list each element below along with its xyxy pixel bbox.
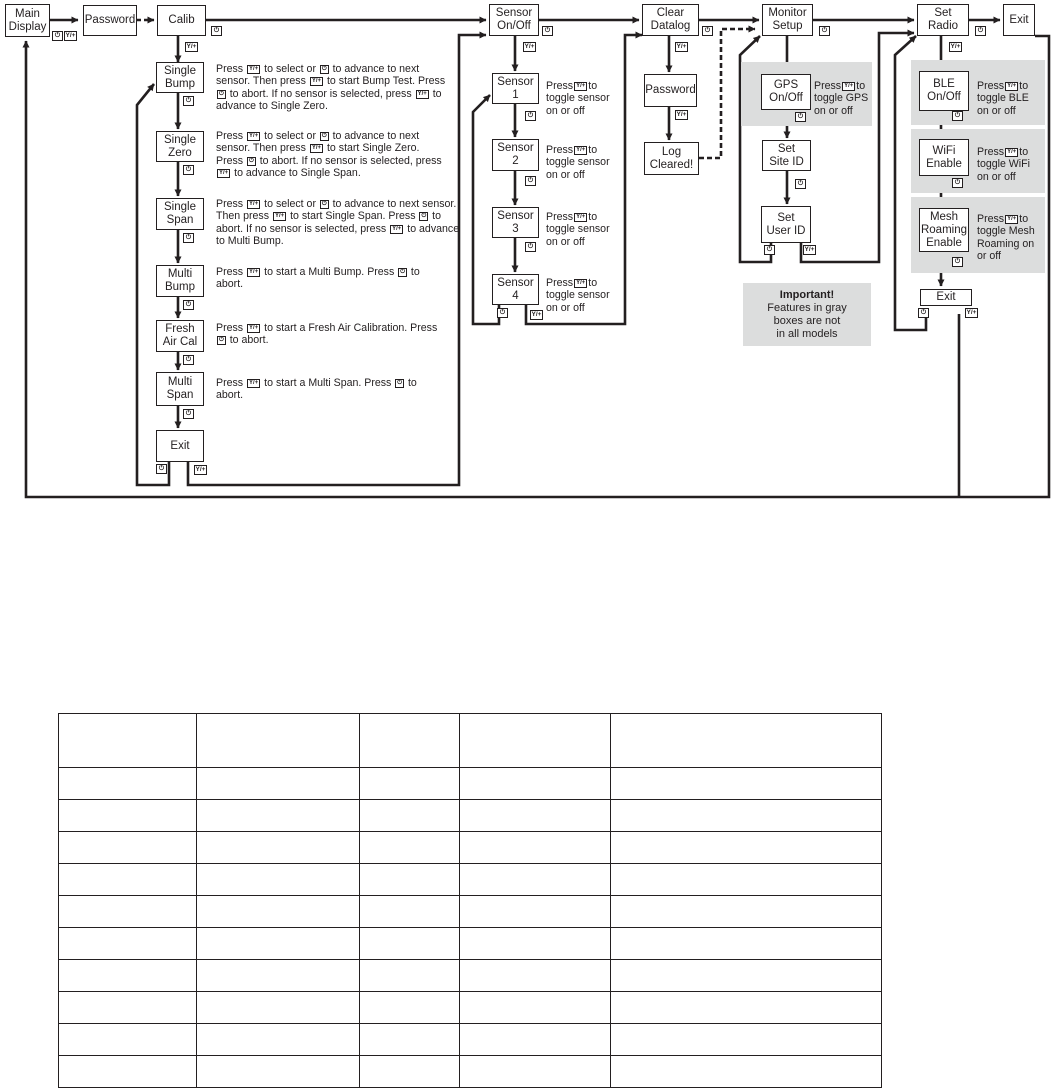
table-cell xyxy=(197,928,360,960)
monitor-setup-box[interactable]: Monitor Setup xyxy=(762,4,813,36)
table-cell xyxy=(460,1056,611,1088)
power-icon: ⏻ xyxy=(819,26,830,36)
sensor-desc-2: Press Y/+ to toggle sensor on or off xyxy=(546,144,610,181)
log-cleared-box[interactable]: Log Cleared! xyxy=(644,142,699,175)
table-cell xyxy=(197,714,360,768)
table-row xyxy=(59,928,882,960)
power-icon: ⏻ xyxy=(952,257,963,267)
yes-key-icon: Y/+ xyxy=(844,82,854,89)
table-cell xyxy=(460,896,611,928)
yes-key-icon: Y/+ xyxy=(311,145,322,152)
table-cell xyxy=(611,1056,882,1088)
calib-desc-single-bump: Press Y/+ to select or ⏻ to advance to next sensor. Then press Y/+ to start Bump Test. Press ⏻ to abort. If no sensor is selected, press Y/+ to advance to Single Zero. xyxy=(216,63,446,113)
power-icon: ⏻ xyxy=(795,179,806,189)
table-row xyxy=(59,832,882,864)
calib-item-exit[interactable]: Exit xyxy=(156,430,204,462)
yes-key-icon: Y/+ xyxy=(1007,148,1017,155)
power-icon: ⏻ xyxy=(400,268,405,275)
exit-box[interactable]: Exit xyxy=(1003,4,1035,36)
table-cell xyxy=(460,1024,611,1056)
yes-key-icon: Y/+ xyxy=(1007,215,1017,222)
power-icon: ⏻ xyxy=(183,300,194,310)
table-cell xyxy=(460,714,611,768)
yes-key-icon: Y/+ xyxy=(950,43,961,50)
table-cell xyxy=(611,864,882,896)
table-cell xyxy=(197,1056,360,1088)
yes-key-icon: Y/+ xyxy=(65,32,76,39)
power-icon: ⏻ xyxy=(321,200,327,207)
yes-key-icon: Y/+ xyxy=(249,324,259,331)
power-icon: ⏻ xyxy=(321,65,327,72)
gps-desc: Press Y/+ to toggle GPS on or off xyxy=(814,80,869,117)
yes-key-icon: Y/+ xyxy=(676,43,687,50)
calib-item-fresh-air-cal[interactable]: Fresh Air Cal xyxy=(156,320,204,352)
datalog-password-box[interactable]: Password xyxy=(644,74,697,107)
table-cell xyxy=(460,864,611,896)
power-icon: ⏻ xyxy=(183,409,194,419)
gps-onoff-box[interactable]: GPS On/Off xyxy=(761,74,811,110)
table-cell xyxy=(197,992,360,1024)
power-icon: ⏻ xyxy=(952,178,963,188)
table-cell xyxy=(611,800,882,832)
table-row xyxy=(59,864,882,896)
sensor-item-1[interactable]: Sensor 1 xyxy=(492,73,539,104)
table-row xyxy=(59,800,882,832)
yes-key-icon: Y/+ xyxy=(417,90,427,97)
yes-key-icon: Y/+ xyxy=(249,268,259,275)
power-icon: ⏻ xyxy=(183,165,194,175)
calib-item-single-span[interactable]: Single Span xyxy=(156,198,204,230)
table-cell xyxy=(59,960,197,992)
table-cell xyxy=(360,832,460,864)
power-icon: ⏻ xyxy=(52,31,63,41)
power-icon: ⏻ xyxy=(183,233,194,243)
yes-key-icon: Y/+ xyxy=(576,279,586,286)
power-icon: ⏻ xyxy=(156,464,167,474)
table-cell xyxy=(360,714,460,768)
power-icon: ⏻ xyxy=(219,90,224,97)
ble-desc: Press Y/+ to toggle BLE on or off xyxy=(977,80,1029,117)
power-icon: ⏻ xyxy=(525,176,536,186)
set-site-id-box[interactable]: Set Site ID xyxy=(762,140,811,171)
sensor-onoff-box[interactable]: Sensor On/Off xyxy=(489,4,539,36)
power-icon: ⏻ xyxy=(975,26,986,36)
power-icon: ⏻ xyxy=(183,355,194,365)
clear-datalog-box[interactable]: Clear Datalog xyxy=(642,4,699,36)
table-cell xyxy=(59,714,197,768)
table-cell xyxy=(360,1056,460,1088)
table-cell xyxy=(360,768,460,800)
power-icon: ⏻ xyxy=(397,379,403,386)
table-cell xyxy=(360,800,460,832)
table-cell xyxy=(197,864,360,896)
password-box[interactable]: Password xyxy=(83,5,137,36)
table-cell xyxy=(611,992,882,1024)
yes-key-icon: Y/+ xyxy=(804,246,815,253)
table-row xyxy=(59,768,882,800)
calib-desc-multi-span: Press Y/+ to start a Multi Span. Press ⏻ to abort. xyxy=(216,377,417,402)
table-row xyxy=(59,896,882,928)
sensor-desc-3: Press Y/+ to toggle sensor on or off xyxy=(546,211,610,248)
table-cell xyxy=(360,960,460,992)
table-row xyxy=(59,960,882,992)
table-cell xyxy=(59,768,197,800)
table-cell xyxy=(611,896,882,928)
table-cell xyxy=(197,768,360,800)
wifi-desc: Press Y/+ to toggle WiFi on or off xyxy=(977,146,1030,183)
calib-desc-single-zero: Press Y/+ to select or ⏻ to advance to next sensor. Then press Y/+ to start Single Zero. Press ⏻ to abort. If no sensor is selected, press Y/+ to advance to Single Span. xyxy=(216,130,442,180)
sensor-item-4[interactable]: Sensor 4 xyxy=(492,274,539,305)
set-user-id-box[interactable]: Set User ID xyxy=(761,206,811,243)
calib-desc-single-span: Press Y/+ to select or ⏻ to advance to next sensor. Then press Y/+ to start Single Span. Press ⏻ to abort. If no sensor is selected, press Y/+ to advance to Multi Bump. xyxy=(216,198,460,248)
power-icon: ⏻ xyxy=(219,337,224,344)
table-cell xyxy=(360,896,460,928)
table-cell xyxy=(197,832,360,864)
yes-key-icon: Y/+ xyxy=(249,65,259,72)
yes-key-icon: Y/+ xyxy=(576,213,586,220)
table-cell xyxy=(59,832,197,864)
yes-key-icon: Y/+ xyxy=(311,78,322,85)
table-cell xyxy=(611,714,882,768)
calib-box[interactable]: Calib xyxy=(157,5,206,36)
yes-key-icon: Y/+ xyxy=(219,169,229,176)
calib-item-single-bump[interactable]: Single Bump xyxy=(156,62,204,93)
calib-item-multi-bump[interactable]: Multi Bump xyxy=(156,265,204,297)
yes-key-icon: Y/+ xyxy=(576,82,586,89)
set-radio-box[interactable]: Set Radio xyxy=(917,4,969,36)
blank-table xyxy=(58,713,882,1088)
power-icon: ⏻ xyxy=(795,112,806,122)
mesh-desc: Press Y/+ to toggle Mesh Roaming on or off xyxy=(977,213,1035,263)
table-cell xyxy=(360,1024,460,1056)
calib-desc-fresh-air-cal: Press Y/+ to start a Fresh Air Calibration. Press ⏻ to abort. xyxy=(216,322,438,347)
ble-onoff-box[interactable]: BLE On/Off xyxy=(919,71,969,111)
table-cell xyxy=(360,864,460,896)
table-cell xyxy=(59,800,197,832)
main-display-box[interactable]: Main Display xyxy=(5,4,50,37)
table-cell xyxy=(59,928,197,960)
calib-item-single-zero[interactable]: Single Zero xyxy=(156,131,204,162)
table-cell xyxy=(59,864,197,896)
power-icon: ⏻ xyxy=(702,26,713,36)
table-cell xyxy=(360,928,460,960)
power-icon: ⏻ xyxy=(918,308,929,318)
table-cell xyxy=(611,832,882,864)
table-row xyxy=(59,714,882,768)
table-cell xyxy=(197,896,360,928)
yes-key-icon: Y/+ xyxy=(249,379,259,386)
power-icon: ⏻ xyxy=(525,242,536,252)
table-cell xyxy=(59,1056,197,1088)
sensor-desc-1: Press Y/+ to toggle sensor on or off xyxy=(546,80,610,117)
table-cell xyxy=(59,1024,197,1056)
mesh-roaming-box[interactable]: Mesh Roaming Enable xyxy=(919,208,969,252)
calib-item-multi-span[interactable]: Multi Span xyxy=(156,372,204,406)
table-cell xyxy=(460,928,611,960)
table-row xyxy=(59,1056,882,1088)
power-icon: ⏻ xyxy=(952,111,963,121)
power-icon: ⏻ xyxy=(321,132,327,139)
yes-key-icon: Y/+ xyxy=(576,146,586,153)
important-text: Features in gray boxes are not in all models xyxy=(767,301,847,340)
sensor-item-3[interactable]: Sensor 3 xyxy=(492,207,539,238)
table-cell xyxy=(197,800,360,832)
sensor-desc-4: Press Y/+ to toggle sensor on or off xyxy=(546,277,610,314)
radio-exit-box[interactable]: Exit xyxy=(920,289,972,306)
yes-key-icon: Y/+ xyxy=(195,466,206,473)
power-icon: ⏻ xyxy=(421,213,427,220)
calib-desc-multi-bump: Press Y/+ to start a Multi Bump. Press ⏻ to abort. xyxy=(216,266,420,291)
table-cell xyxy=(59,896,197,928)
table-row xyxy=(59,1024,882,1056)
power-icon: ⏻ xyxy=(497,308,508,318)
power-icon: ⏻ xyxy=(525,111,536,121)
power-icon: ⏻ xyxy=(211,26,222,36)
table-cell xyxy=(360,992,460,1024)
important-title: Important! xyxy=(779,288,835,301)
table-cell xyxy=(460,832,611,864)
wifi-enable-box[interactable]: WiFi Enable xyxy=(919,139,969,176)
power-icon: ⏻ xyxy=(183,96,194,106)
table-cell xyxy=(460,960,611,992)
yes-key-icon: Y/+ xyxy=(249,200,259,207)
yes-key-icon: Y/+ xyxy=(392,225,402,232)
yes-key-icon: Y/+ xyxy=(186,43,197,50)
table-cell xyxy=(197,960,360,992)
table-cell xyxy=(611,928,882,960)
sensor-item-2[interactable]: Sensor 2 xyxy=(492,139,539,171)
table-row xyxy=(59,992,882,1024)
table-cell xyxy=(611,1024,882,1056)
power-icon: ⏻ xyxy=(542,26,553,36)
yes-key-icon: Y/+ xyxy=(676,111,687,118)
table-cell xyxy=(197,1024,360,1056)
table-cell xyxy=(59,992,197,1024)
table-cell xyxy=(611,960,882,992)
table-cell xyxy=(460,992,611,1024)
yes-key-icon: Y/+ xyxy=(274,213,285,220)
table-cell xyxy=(611,768,882,800)
yes-key-icon: Y/+ xyxy=(249,132,259,139)
yes-key-icon: Y/+ xyxy=(966,309,977,316)
power-icon: ⏻ xyxy=(764,245,775,255)
yes-key-icon: Y/+ xyxy=(1007,82,1017,89)
important-note xyxy=(743,283,871,346)
power-icon: ⏻ xyxy=(249,157,254,164)
yes-key-icon: Y/+ xyxy=(524,43,535,50)
yes-key-icon: Y/+ xyxy=(531,311,542,318)
table-cell xyxy=(460,800,611,832)
table-cell xyxy=(460,768,611,800)
